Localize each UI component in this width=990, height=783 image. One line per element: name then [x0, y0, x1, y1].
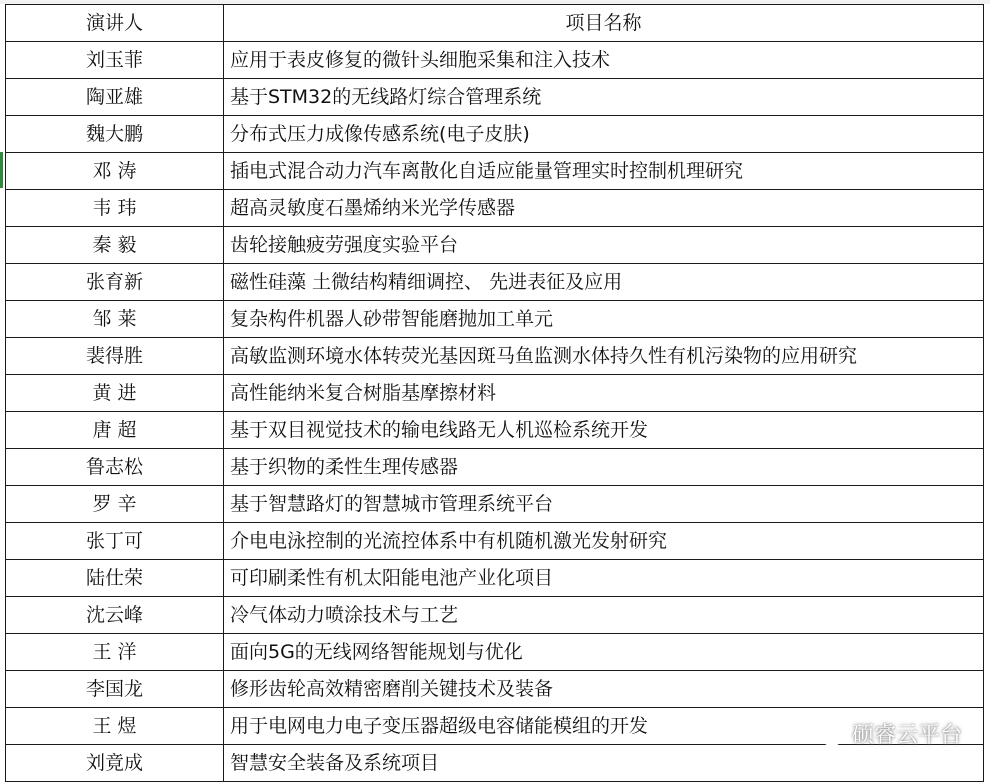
table-row [6, 153, 984, 190]
project-cell[interactable]: 冷气体动力喷涂技术与工艺 [224, 597, 984, 634]
table-row [6, 79, 984, 116]
speaker-cell[interactable]: 沈云峰 [6, 597, 224, 634]
speaker-cell[interactable]: 魏大鹏 [6, 116, 224, 153]
speaker-cell[interactable]: 鲁志松 [6, 449, 224, 486]
project-cell[interactable]: 可印刷柔性有机太阳能电池产业化项目 [224, 560, 984, 597]
table-row [6, 301, 984, 338]
table-row [6, 486, 984, 523]
table-row [6, 412, 984, 449]
project-cell[interactable]: 基于双目视觉技术的输电线路无人机巡检系统开发 [224, 412, 984, 449]
header-project[interactable]: 项目名称 [224, 5, 984, 42]
table-row [6, 745, 984, 782]
table-row [6, 42, 984, 79]
speaker-cell[interactable]: 李国龙 [6, 671, 224, 708]
header-row [6, 5, 984, 42]
speaker-cell[interactable]: 陆仕荣 [6, 560, 224, 597]
project-cell[interactable]: 基于织物的柔性生理传感器 [224, 449, 984, 486]
speaker-cell[interactable]: 裴得胜 [6, 338, 224, 375]
project-cell[interactable]: 用于电网电力电子变压器超级电容储能模组的开发 [224, 708, 984, 745]
table-row [6, 634, 984, 671]
project-cell[interactable]: 超高灵敏度石墨烯纳米光学传感器 [224, 190, 984, 227]
wechat-icon [810, 720, 844, 748]
project-cell[interactable]: 高性能纳米复合树脂基摩擦材料 [224, 375, 984, 412]
speaker-project-table [5, 4, 984, 782]
cell-marker [0, 152, 3, 188]
project-cell[interactable]: 修形齿轮高效精密磨削关键技术及装备 [224, 671, 984, 708]
speaker-cell[interactable]: 罗 辛 [6, 486, 224, 523]
watermark-text: 硕睿云平台 [851, 723, 962, 748]
speaker-cell[interactable]: 邓 涛 [6, 153, 224, 190]
table-row [6, 338, 984, 375]
table-row [6, 375, 984, 412]
table-row [6, 597, 984, 634]
table-row [6, 523, 984, 560]
speaker-cell[interactable]: 王 煜 [6, 708, 224, 745]
speaker-cell[interactable]: 陶亚雄 [6, 79, 224, 116]
table-row [6, 560, 984, 597]
project-cell[interactable]: 复杂构件机器人砂带智能磨抛加工单元 [224, 301, 984, 338]
project-cell[interactable]: 介电电泳控制的光流控体系中有机随机激光发射研究 [224, 523, 984, 560]
table-row [6, 671, 984, 708]
speaker-cell[interactable]: 刘竟成 [6, 745, 224, 782]
speaker-cell[interactable]: 张丁可 [6, 523, 224, 560]
table-row [6, 116, 984, 153]
project-cell[interactable]: 应用于表皮修复的微针头细胞采集和注入技术 [224, 42, 984, 79]
project-cell[interactable]: 齿轮接触疲劳强度实验平台 [224, 227, 984, 264]
project-cell[interactable]: 基于智慧路灯的智慧城市管理系统平台 [224, 486, 984, 523]
project-cell[interactable]: 分布式压力成像传感系统(电子皮肤) [224, 116, 984, 153]
speaker-cell[interactable]: 唐 超 [6, 412, 224, 449]
project-cell[interactable]: 面向5G的无线网络智能规划与优化 [224, 634, 984, 671]
speaker-cell[interactable]: 张育新 [6, 264, 224, 301]
speaker-cell[interactable]: 王 洋 [6, 634, 224, 671]
table-body [6, 42, 984, 782]
speaker-cell[interactable]: 韦 玮 [6, 190, 224, 227]
header-speaker[interactable]: 演讲人 [6, 5, 224, 42]
speaker-cell[interactable]: 刘玉菲 [6, 42, 224, 79]
table-row [6, 449, 984, 486]
table-row [6, 227, 984, 264]
speaker-cell[interactable]: 秦 毅 [6, 227, 224, 264]
watermark [810, 718, 962, 749]
table-row [6, 190, 984, 227]
project-cell[interactable]: 高敏监测环境水体转荧光基因斑马鱼监测水体持久性有机污染物的应用研究 [224, 338, 984, 375]
project-cell[interactable]: 磁性硅藻 土微结构精细调控、 先进表征及应用 [224, 264, 984, 301]
table-row [6, 264, 984, 301]
project-cell[interactable]: 插电式混合动力汽车离散化自适应能量管理实时控制机理研究 [224, 153, 984, 190]
project-cell[interactable]: 智慧安全装备及系统项目 [224, 745, 984, 782]
speaker-cell[interactable]: 邹 莱 [6, 301, 224, 338]
project-cell[interactable]: 基于STM32的无线路灯综合管理系统 [224, 79, 984, 116]
speaker-cell[interactable]: 黄 进 [6, 375, 224, 412]
